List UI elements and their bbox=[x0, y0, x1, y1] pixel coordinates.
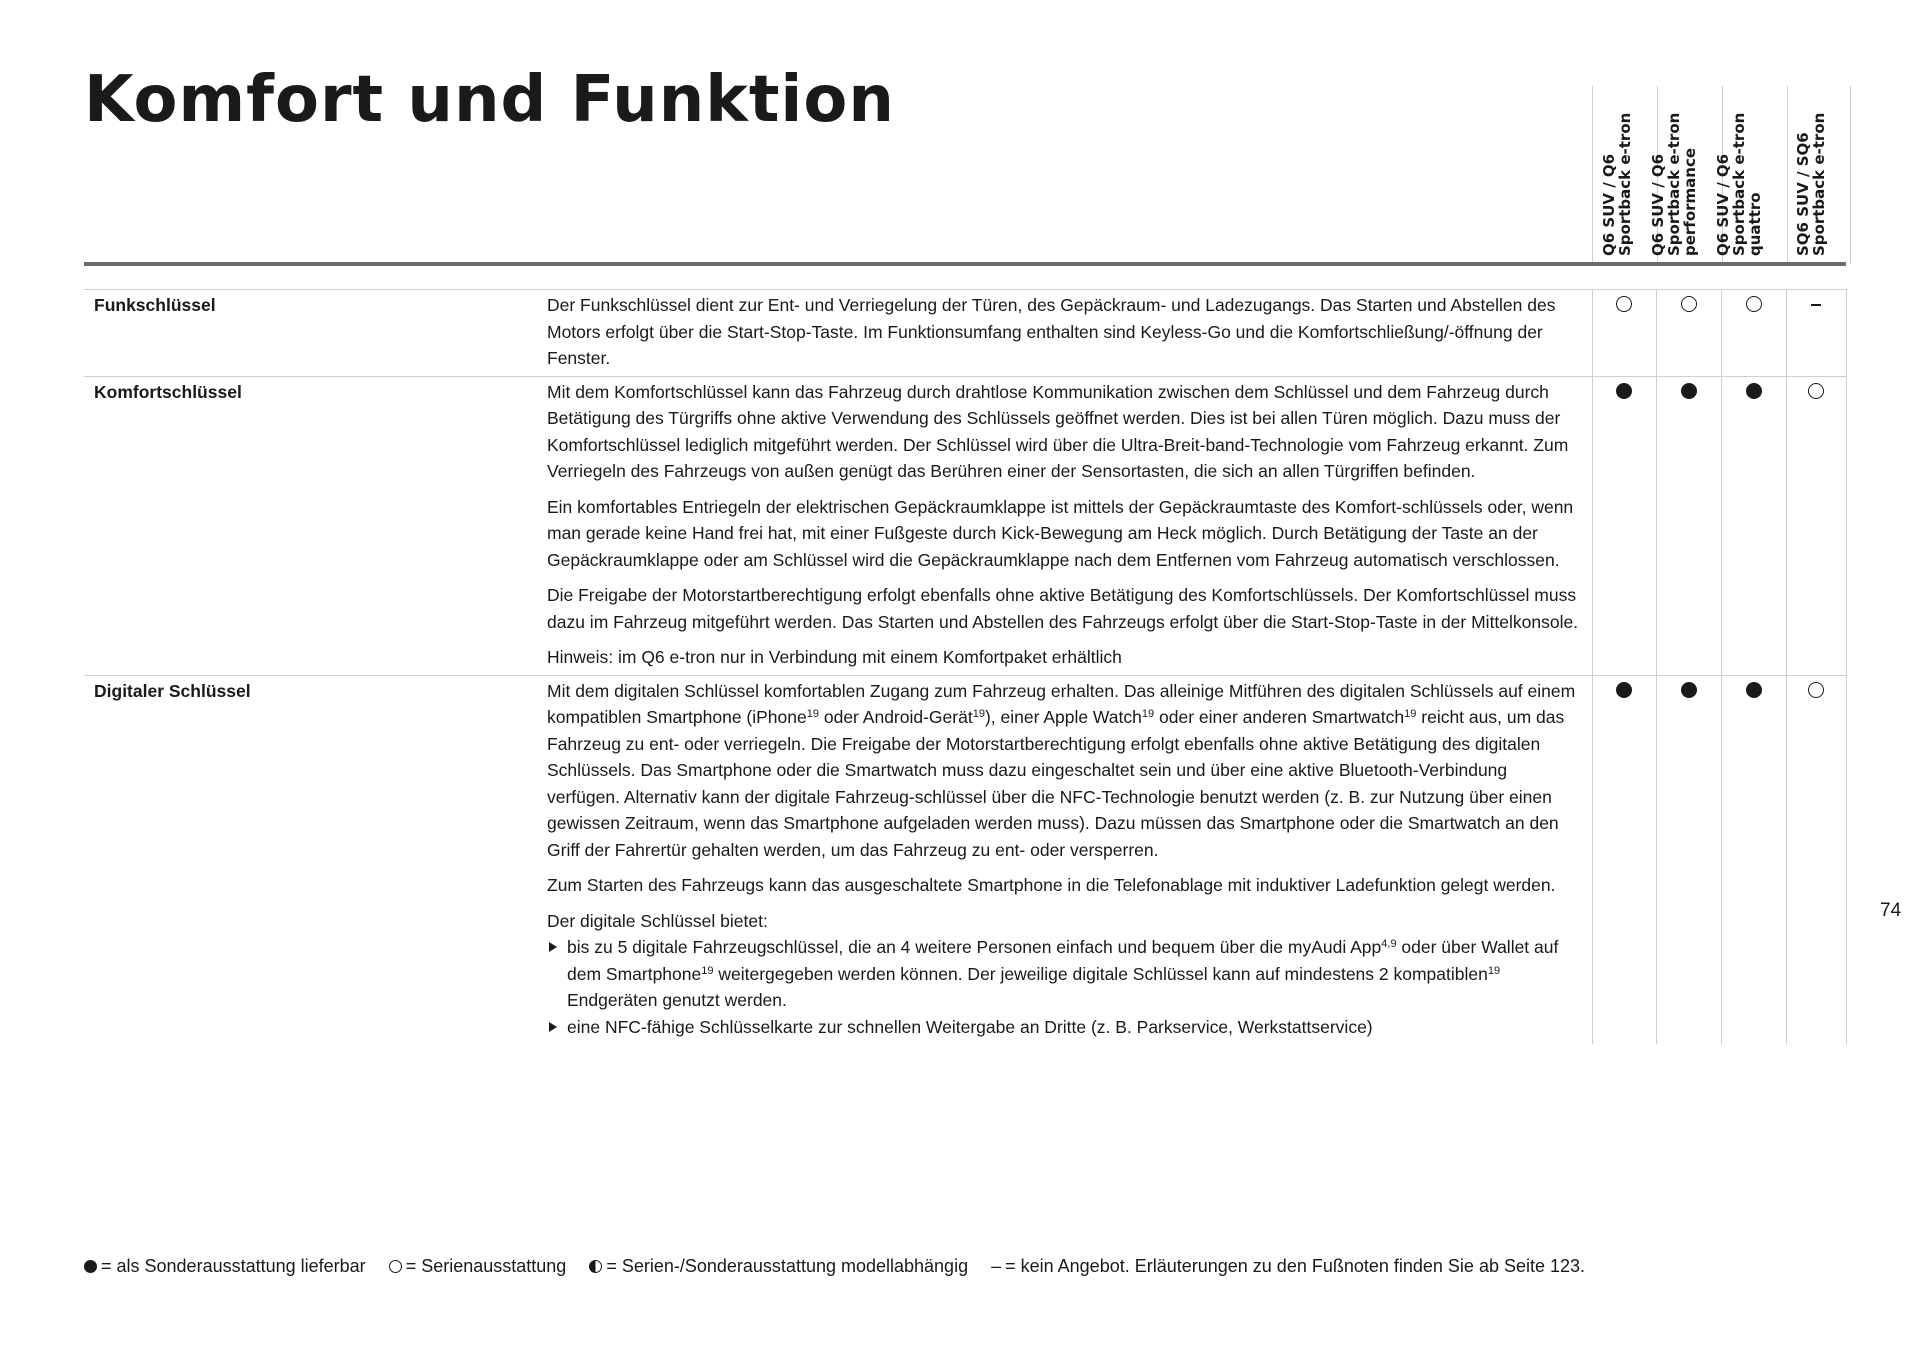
description-paragraph bbox=[547, 678, 1582, 864]
text-segment: eine NFC-fähige Schlüsselkarte zur schnellen Weitergabe an Dritte (z. B. Parkservice, Werkstattservice) bbox=[567, 1016, 1373, 1037]
text-segment: oder über Wallet auf dem Smartphone bbox=[567, 937, 1559, 984]
feature-list bbox=[547, 934, 1582, 1040]
open-circle-icon bbox=[1808, 383, 1824, 399]
footnote-ref: 19 bbox=[1404, 708, 1417, 720]
availability-cell bbox=[1786, 290, 1846, 377]
availability-cell bbox=[1656, 290, 1721, 377]
legend-item-standard bbox=[389, 1256, 567, 1277]
text-segment: Mit dem digitalen Schlüssel komfortablen Zugang zum Fahrzeug erhalten. Das alleinige Mitführen des digitalen Schlüssels auf einem kompatiblen Smartphone (iPhone bbox=[547, 680, 1576, 727]
list-intro: Der digitale Schlüssel bietet: bbox=[547, 910, 768, 931]
description-paragraph: Die Freigabe der Motorstartberechtigung erfolgt ebenfalls ohne aktive Betätigung des Komfortschlüssels. Der Komfortschlüssel muss dazu im Fahrzeug mitgeführt werden. Das Starten und Abstellen des Fahrzeugs erfolgt über die Start-Stop-Taste in der Mittelkonsole. bbox=[547, 585, 1579, 632]
text-segment: weitergegeben werden können. Der jeweilige digitale Schlüssel kann auf mindestens 2 kompatiblen bbox=[713, 963, 1488, 984]
column-header-line: Q6 SUV / Q6 bbox=[1648, 153, 1667, 256]
row-description bbox=[547, 675, 1592, 1044]
equipment-table bbox=[84, 289, 1847, 1044]
filled-circle-icon bbox=[1616, 682, 1632, 698]
open-circle-icon bbox=[1681, 296, 1697, 312]
row-name: Digitaler Schlüssel bbox=[84, 675, 547, 1044]
column-header-q6 bbox=[1592, 86, 1656, 264]
legend-item-optional bbox=[84, 1256, 366, 1277]
footnote-ref: 19 bbox=[806, 708, 819, 720]
row-description bbox=[547, 376, 1592, 675]
text-segment: bis zu 5 digitale Fahrzeugschlüssel, die an 4 weitere Personen einfach und bequem über die myAudi App bbox=[567, 937, 1382, 957]
half-circle-icon bbox=[589, 1260, 602, 1273]
table-row-komfortschluessel bbox=[84, 376, 1846, 675]
filled-circle-icon bbox=[1681, 383, 1697, 399]
availability-cell bbox=[1786, 675, 1846, 1044]
row-description bbox=[547, 290, 1592, 377]
legend-item-none bbox=[991, 1256, 1585, 1277]
page-number: 74 bbox=[1880, 900, 1902, 921]
column-header-line: Sportback e-tron bbox=[1664, 112, 1683, 256]
column-header-q6-performance bbox=[1648, 86, 1721, 264]
legend-text: = als Sonderausstattung lieferbar bbox=[101, 1256, 366, 1276]
description-paragraph: Zum Starten des Fahrzeugs kann das ausgeschaltete Smartphone in die Telefonablage mit induktiver Ladefunktion gelegt werden. bbox=[547, 875, 1556, 895]
column-header-line: Sportback e-tron bbox=[1615, 112, 1634, 256]
description-paragraph: Der Funkschlüssel dient zur Ent- und Verriegelung der Türen, des Gepäckraum- und Ladezugangs. Das Starten und Abstellen des Motors erfolgt über die Start-Stop-Taste. Im Funktionsumfang enthalten sind Keyless-Go und die Komfortschließung/-öffnung der Fenster. bbox=[547, 295, 1556, 368]
legend-text: = Serienausstattung bbox=[405, 1256, 567, 1276]
column-header-sq6 bbox=[1787, 86, 1851, 264]
footnote-ref: 19 bbox=[701, 964, 714, 977]
column-header-line: Sportback e-tron bbox=[1810, 112, 1828, 256]
availability-cell bbox=[1592, 290, 1656, 377]
open-circle-icon bbox=[1808, 682, 1824, 698]
dash-icon: – bbox=[991, 1256, 1002, 1276]
header-rule bbox=[84, 262, 1846, 266]
column-header-line: quattro bbox=[1745, 192, 1764, 256]
legend bbox=[84, 1256, 1603, 1277]
row-name: Komfortschlüssel bbox=[84, 376, 547, 675]
legend-text: = kein Angebot. Erläuterungen zu den Fußnoten finden Sie ab Seite 123. bbox=[1005, 1256, 1586, 1276]
filled-circle-icon bbox=[1681, 682, 1697, 698]
filled-circle-icon bbox=[1616, 383, 1632, 399]
availability-cell bbox=[1721, 290, 1786, 377]
column-header-line: SQ6 SUV / SQ6 bbox=[1794, 132, 1812, 256]
availability-cell bbox=[1656, 675, 1721, 1044]
availability-cell bbox=[1656, 376, 1721, 675]
column-header-line: performance bbox=[1680, 147, 1699, 256]
footnote-ref: 19 bbox=[1141, 708, 1155, 720]
column-header-line: Q6 SUV / Q6 bbox=[1599, 153, 1618, 256]
text-segment: ), einer Apple Watch bbox=[984, 707, 1142, 727]
table-row-funkschluessel bbox=[84, 290, 1846, 377]
availability-cell bbox=[1786, 376, 1846, 675]
text-segment: reicht aus, um das Fahrzeug zu ent- oder verriegeln. Die Freigabe der Motorstartberechtigung erfolgt ebenfalls ohne aktive Betätigung des digitalen Schlüssels. Das Smartphone oder die Smartwatch muss dazu eingeschaltet sein und über eine aktive Bluetooth-Verbindung verfügen. Alternativ kann der digitale Fahrzeug-schlüssel über die NFC-Technologie benutzt werden (z. B. zur Nutzung über einen gewissen Zeitraum, wenn das Smartphone aufgeladen werden muss). Dazu müssen das Smartphone oder die Smartwatch an den Griff der Fahrertür gehalten werden, um das Fahrzeug zu ent- oder versperren. bbox=[547, 707, 1565, 860]
open-circle-icon bbox=[389, 1260, 402, 1273]
bullet-triangle-icon bbox=[549, 1022, 557, 1032]
availability-cell bbox=[1721, 376, 1786, 675]
bullet-triangle-icon bbox=[549, 942, 557, 952]
row-name: Funkschlüssel bbox=[84, 290, 547, 377]
list-item bbox=[547, 1014, 1582, 1041]
legend-item-model-dependent bbox=[589, 1256, 968, 1277]
open-circle-icon bbox=[1746, 296, 1762, 312]
column-header-line: Q6 SUV / Q6 bbox=[1713, 153, 1732, 256]
availability-cell bbox=[1592, 675, 1656, 1044]
availability-cell bbox=[1592, 376, 1656, 675]
description-paragraph bbox=[547, 908, 1582, 935]
open-circle-icon bbox=[1616, 296, 1632, 312]
availability-cell bbox=[1721, 675, 1786, 1044]
filled-circle-icon bbox=[1746, 383, 1762, 399]
footnote-ref: 4,9 bbox=[1381, 938, 1397, 950]
footnote-ref: 19 bbox=[972, 708, 985, 720]
filled-circle-icon bbox=[1746, 682, 1762, 698]
text-segment: oder einer anderen Smartwatch bbox=[1154, 707, 1405, 727]
footnote-ref: 19 bbox=[1487, 964, 1501, 977]
dash-icon bbox=[1811, 304, 1821, 306]
text-segment: oder Android-Gerät bbox=[819, 707, 973, 727]
table-row-digitaler-schluessel bbox=[84, 675, 1846, 1044]
list-item bbox=[547, 934, 1582, 1014]
description-paragraph: Mit dem Komfortschlüssel kann das Fahrzeug durch drahtlose Kommunikation zwischen dem Schlüssel und dem Fahrzeug durch Betätigung des Türgriffs ohne aktive Verwendung des Schlüssels geöffnet werden. Dies ist bei allen Türen möglich. Dazu muss der Komfortschlüssel lediglich mitgeführt werden. Der Schlüssel wird über die Ultra-Breit-band-Technologie vom Fahrzeug erkannt. Zum Verriegeln des Fahrzeugs von außen genügt das Berühren einer der Sensortasten, die sich an allen Türgriffen befinden. bbox=[547, 381, 1569, 481]
description-paragraph: Ein komfortables Entriegeln der elektrischen Gepäckraumklappe ist mittels der Gepäckraumtaste des Komfort-schlüssels oder, wenn man gerade keine Hand frei hat, mit einer Fußgeste durch Kick-Bewegung am Heck möglich. Durch Betätigung der Taste an der Gepäckraumklappe oder am Schlüssel wird die Gepäckraumklappe nach dem Entfernen vom Fahrzeug automatisch verschlossen. bbox=[547, 496, 1574, 570]
filled-circle-icon bbox=[84, 1260, 97, 1273]
description-note: Hinweis: im Q6 e-tron nur in Verbindung mit einem Komfortpaket erhältlich bbox=[547, 647, 1122, 667]
text-segment: Endgeräten genutzt werden. bbox=[567, 990, 787, 1010]
column-header-line: Sportback e-tron bbox=[1729, 112, 1748, 256]
page-title: Komfort und Funktion bbox=[84, 63, 895, 137]
column-header-q6-quattro bbox=[1713, 86, 1786, 264]
legend-text: = Serien-/Sonderausstattung modellabhängig bbox=[606, 1256, 969, 1276]
